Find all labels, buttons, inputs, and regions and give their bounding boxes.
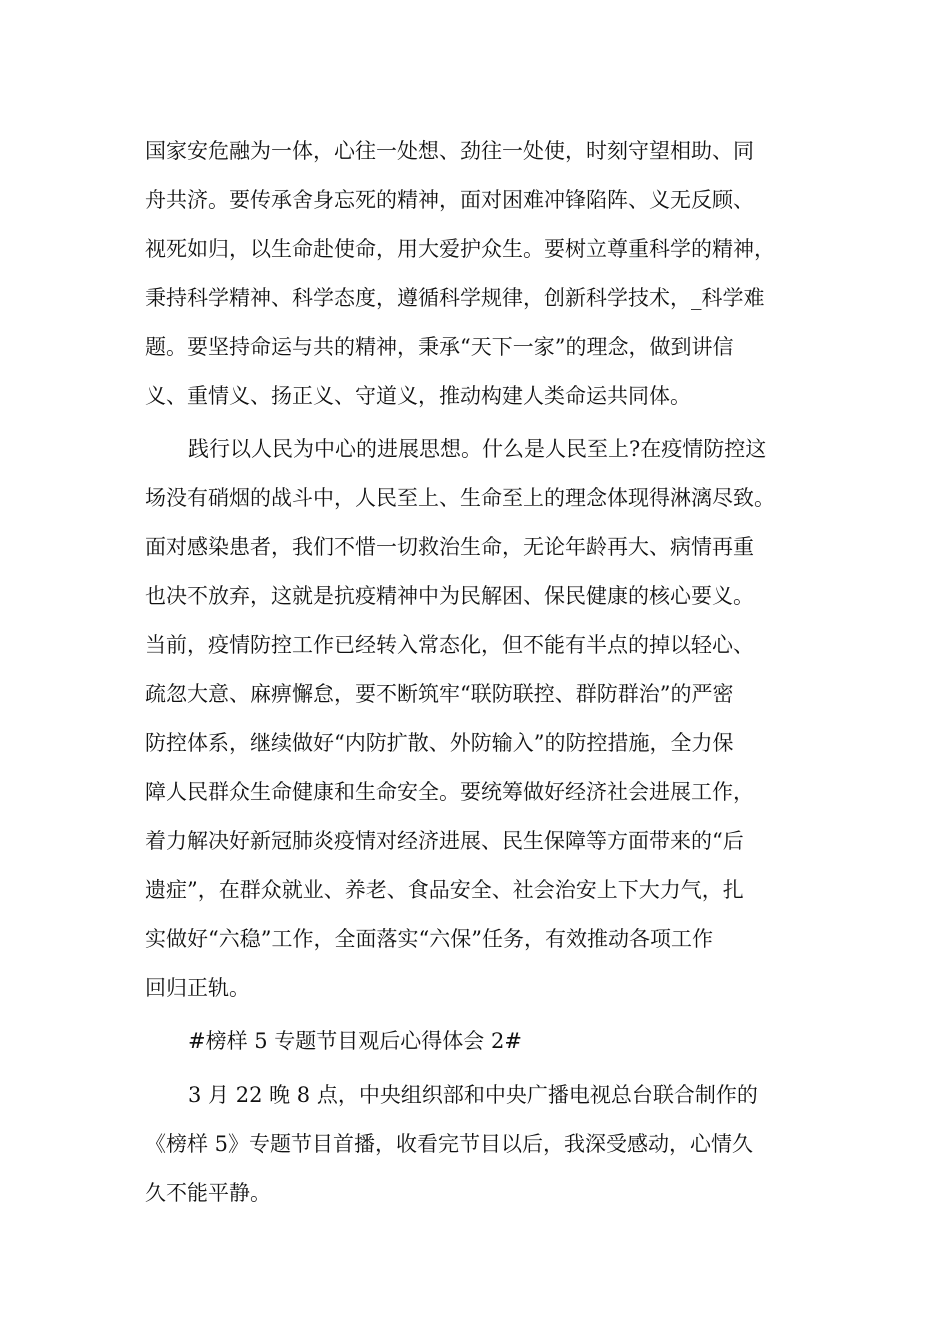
body-text-line: 舟共济。要传承舍身忘死的精神，面对困难冲锋陷阵、义无反顾、 xyxy=(145,188,754,212)
section-heading: #榜样 5 专题节目观后心得体会 2# xyxy=(188,1029,522,1053)
body-text-line: 实做好“六稳”工作，全面落实“六保”任务，有效推动各项工作 xyxy=(145,927,713,951)
body-text-line: 当前，疫情防控工作已经转入常态化，但不能有半点的掉以轻心、 xyxy=(145,633,754,657)
body-text-line: 疏忽大意、麻痹懈怠，要不断筑牢“联防联控、群防群治”的严密 xyxy=(145,682,734,706)
body-text-line: 久不能平静。 xyxy=(145,1181,271,1205)
body-text-line: 面对感染患者，我们不惜一切救治生命，无论年龄再大、病情再重 xyxy=(145,535,754,559)
body-text-line: 义、重情义、扬正义、守道义，推动构建人类命运共同体。 xyxy=(145,384,691,408)
body-text-line: 场没有硝烟的战斗中，人民至上、生命至上的理念体现得淋漓尽致。 xyxy=(145,486,775,510)
paragraph-first-line: 践行以人民为中心的进展思想。什么是人民至上?在疫情防控这 xyxy=(188,437,767,461)
body-text-line: 视死如归，以生命赴使命，用大爱护众生。要树立尊重科学的精神， xyxy=(145,237,775,261)
body-text-line: 着力解决好新冠肺炎疫情对经济进展、民生保障等方面带来的“后 xyxy=(145,829,744,853)
body-text-line: 遗症”，在群众就业、养老、食品安全、社会治安上下大力气，扎 xyxy=(145,878,744,902)
body-text-line: 《榜样 5》专题节目首播，收看完节目以后，我深受感动，心情久 xyxy=(145,1132,754,1156)
paragraph-first-line: 3 月 22 晚 8 点，中央组织部和中央广播电视总台联合制作的 xyxy=(188,1083,758,1107)
body-text-line: 障人民群众生命健康和生命安全。要统筹做好经济社会进展工作， xyxy=(145,780,754,804)
body-text-line: 防控体系，继续做好“内防扩散、外防输入”的防控措施，全力保 xyxy=(145,731,734,755)
body-text-line: 国家安危融为一体，心往一处想、劲往一处使，时刻守望相助、同 xyxy=(145,139,754,163)
body-text-line: 回归正轨。 xyxy=(145,976,250,1000)
body-text-line: 题。要坚持命运与共的精神，秉承“天下一家”的理念，做到讲信 xyxy=(145,335,734,359)
body-text-line: 秉持科学精神、科学态度，遵循科学规律，创新科学技术，_科学难 xyxy=(145,286,765,310)
body-text-line: 也决不放弃，这就是抗疫精神中为民解困、保民健康的核心要义。 xyxy=(145,584,754,608)
